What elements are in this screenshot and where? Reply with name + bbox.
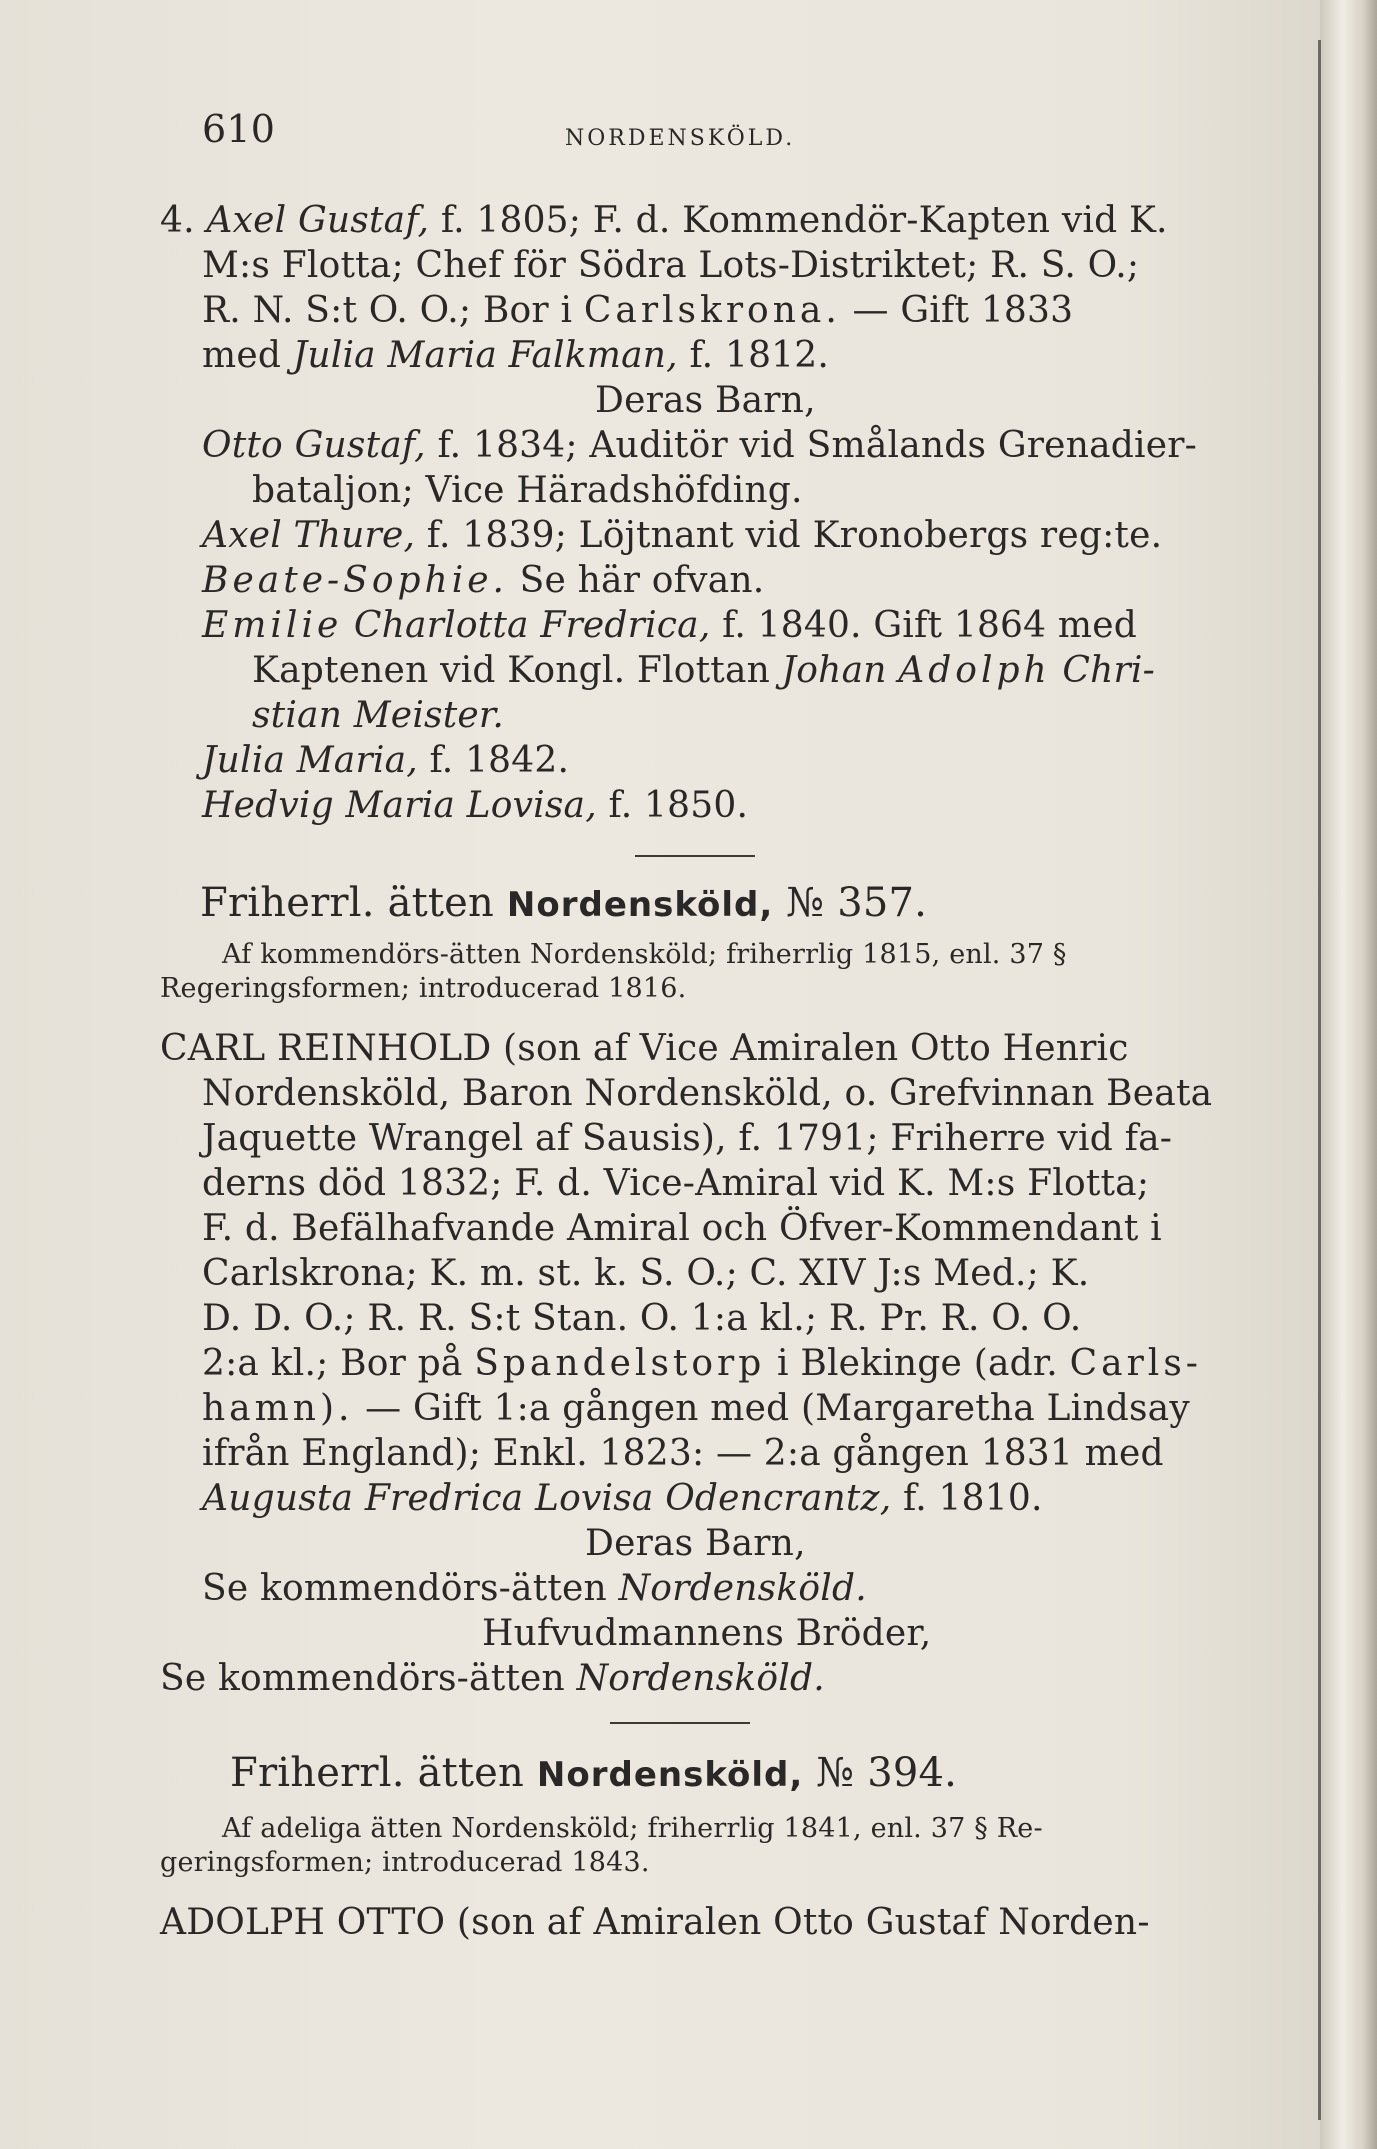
section-357-line-5: F. d. Befälhafvande Amiral och Öfver-Kommendant i	[202, 1208, 1162, 1249]
section-divider-2	[610, 1722, 750, 1724]
children-heading: Deras Barn,	[595, 380, 816, 421]
child-4-line-2: Kaptenen vid Kongl. Flottan Johan Adolph Chri-	[252, 650, 1155, 691]
section-394-note-line-2: geringsformen; introducerad 1843.	[160, 1847, 650, 1878]
section-357-children-ref: Se kommendörs-ätten Nordensköld.	[202, 1568, 867, 1609]
entry-4-line-2: M:s Flotta; Chef för Södra Lots-Distriktet; R. S. O.;	[202, 245, 1140, 286]
page-number: 610	[202, 107, 276, 151]
child-3: Beate-Sophie. Se här ofvan.	[202, 560, 765, 601]
section-357-line-7: D. D. O.; R. R. S:t Stan. O. 1:a kl.; R. Pr. R. O. O.	[202, 1298, 1082, 1339]
section-357-note-line-2: Regeringsformen; introducerad 1816.	[160, 973, 687, 1004]
child-5: Julia Maria, f. 1842.	[202, 740, 570, 781]
section-357-line-3: Jaquette Wrangel af Sausis), f. 1791; Friherre vid fa-	[202, 1118, 1173, 1159]
section-357-line-11: Augusta Fredrica Lovisa Odencrantz, f. 1810.	[202, 1478, 1043, 1519]
section-394-note-line-1: Af adeliga ätten Nordensköld; friherrlig 1841, enl. 37 § Re-	[222, 1813, 1043, 1844]
section-357-line-4: derns död 1832; F. d. Vice-Amiral vid K. M:s Flotta;	[202, 1163, 1150, 1204]
entry-4-line-3: R. N. S:t O. O.; Bor i Carlskrona. — Gift 1833	[202, 290, 1074, 331]
section-357-children-heading: Deras Barn,	[585, 1523, 806, 1564]
section-357-line-8: 2:a kl.; Bor på Spandelstorp i Blekinge (adr. Carls-	[202, 1343, 1202, 1384]
child-4-line-1: Emilie Charlotta Fredrica, f. 1840. Gift 1864 med	[202, 605, 1137, 646]
section-394-line-1: ADOLPH OTTO (son af Amiralen Otto Gustaf Norden-	[160, 1902, 1150, 1943]
section-357-line-10: ifrån England); Enkl. 1823: — 2:a gången 1831 med	[202, 1433, 1164, 1474]
page-fold	[1318, 40, 1321, 2120]
section-357-line-9: hamn). — Gift 1:a gången med (Margaretha Lindsay	[202, 1388, 1190, 1429]
section-357-note-line-1: Af kommendörs-ätten Nordensköld; friherrlig 1815, enl. 37 §	[222, 939, 1067, 970]
section-357-brothers-heading: Hufvudmannens Bröder,	[482, 1613, 932, 1654]
child-4-line-3: stian Meister.	[252, 695, 504, 736]
section-357-title: Friherrl. ätten Nordensköld, № 357.	[200, 880, 928, 926]
child-2: Axel Thure, f. 1839; Löjtnant vid Kronobergs reg:te.	[202, 515, 1163, 556]
running-title: NORDENSKÖLD.	[565, 126, 796, 151]
section-divider	[635, 855, 755, 857]
child-6: Hedvig Maria Lovisa, f. 1850.	[202, 785, 749, 826]
entry-4-line-1: 4. Axel Gustaf, f. 1805; F. d. Kommendör-Kapten vid K.	[160, 200, 1168, 241]
adjacent-page-edge	[1320, 0, 1377, 2149]
entry-4-line-4: med Julia Maria Falkman, f. 1812.	[202, 335, 830, 376]
section-357-line-2: Nordensköld, Baron Nordensköld, o. Grefvinnan Beata	[202, 1073, 1213, 1114]
section-394-title: Friherrl. ätten Nordensköld, № 394.	[230, 1750, 958, 1796]
child-1-line-1: Otto Gustaf, f. 1834; Auditör vid Smålands Grenadier-	[202, 425, 1197, 466]
section-357-line-1: CARL REINHOLD (son af Vice Amiralen Otto Henric	[160, 1028, 1129, 1069]
child-1-line-2: bataljon; Vice Häradshöfding.	[252, 470, 803, 511]
section-357-line-6: Carlskrona; K. m. st. k. S. O.; C. XIV J:s Med.; K.	[202, 1253, 1090, 1294]
section-357-brothers-ref: Se kommendörs-ätten Nordensköld.	[160, 1658, 825, 1699]
